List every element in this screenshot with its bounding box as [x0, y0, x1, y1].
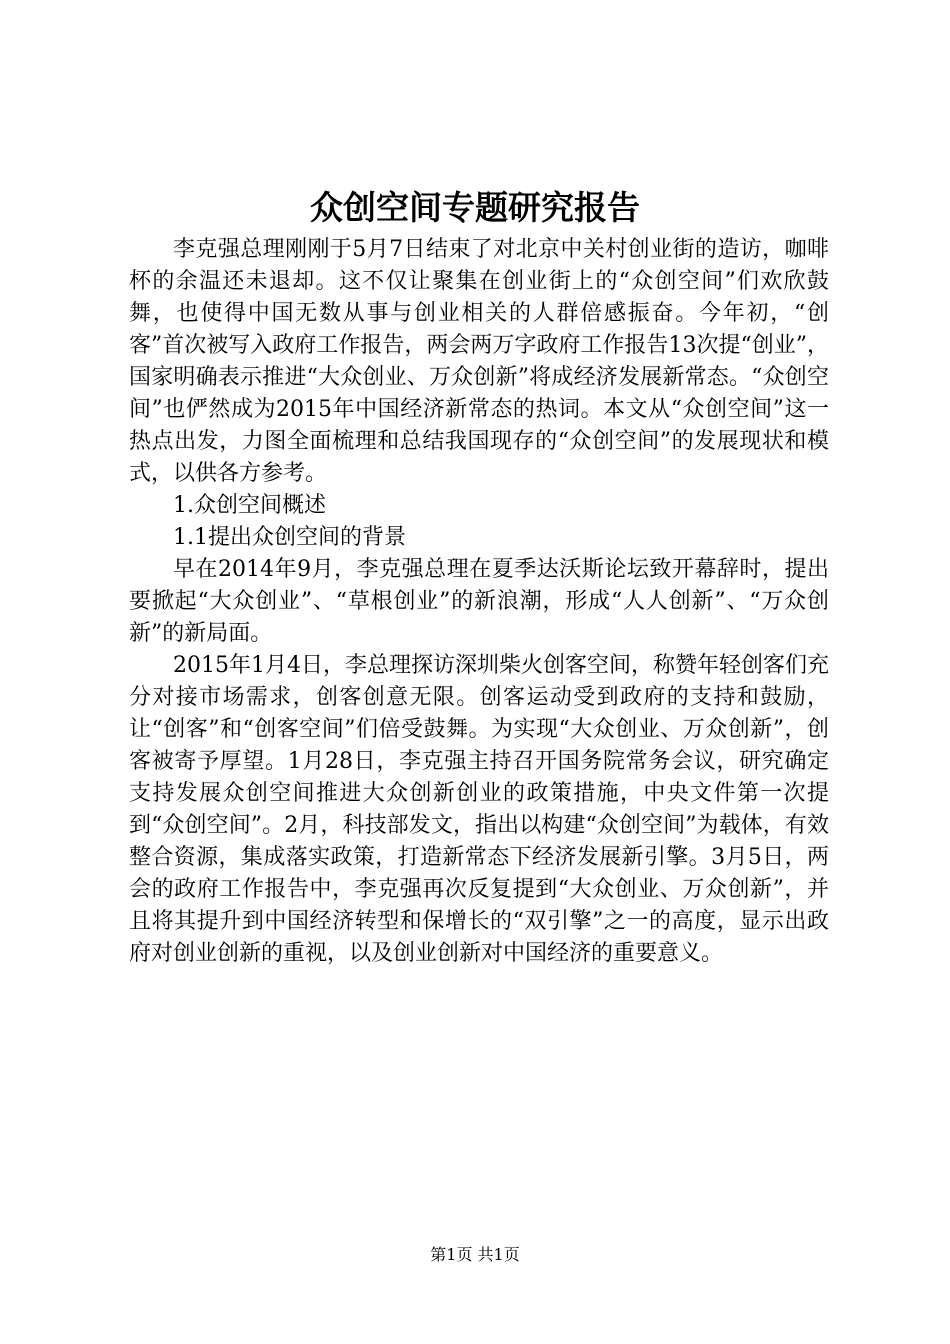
subsection-heading-background: 1.1提出众创空间的背景: [173, 525, 406, 550]
document-title: 众创空间专题研究报告: [310, 188, 640, 227]
paragraph-2014: 早在2014年9月，李克强总理在夏季达沃斯论坛致开幕辞时，提出要掀起“大众创业”、“草根创业”的新浪潮，形成“人人创新”、“万众创新”的新局面。: [129, 557, 829, 646]
page-footer: 第1页 共1页: [430, 1245, 520, 1264]
paragraph-2015: 2015年1月4日，李总理探访深圳柴火创客空间，称赞年轻创客们充分对接市场需求，创客创意无限。创客运动受到政府的支持和鼓励，让“创客”和“创客空间”们倍受鼓舞。为实现“大众创业、万众创新”，创客被寄予厚望。1月28日，李克强主持召开国务院常务会议，研究确定支持发展众创空间推进大众创新创业的政策措施，中央文件第一次提到“众创空间”。2月，科技部发文，指出以构建“众创空间”为载体，有效整合资源，集成落实政策，打造新常态下经济发展新引擎。3月5日，两会的政府工作报告中，李克强再次反复提到“大众创业、万众创新”，并且将其提升到中国经济转型和保增长的“双引擎”之一的高度，显示出政府对创业创新的重视，以及创业创新对中国经济的重要意义。: [129, 653, 829, 966]
paragraph-intro: 李克强总理刚刚于5月7日结束了对北京中关村创业街的造访，咖啡杯的余温还未退却。这不仅让聚集在创业街上的“众创空间”们欢欣鼓舞，也使得中国无数从事与创业相关的人群倍感振奋。今年初，“创客”首次被写入政府工作报告，两会两万字政府工作报告13次提“创业”，国家明确表示推进“大众创业、万众创新”将成经济发展新常态。“众创空间”也俨然成为2015年中国经济新常态的热词。本文从“众创空间”这一热点出发，力图全面梳理和总结我国现存的“众创空间”的发展现状和模式，以供各方参考。: [129, 237, 829, 486]
section-heading-overview: 1.众创空间概述: [173, 493, 326, 518]
document-body: [129, 234, 829, 970]
